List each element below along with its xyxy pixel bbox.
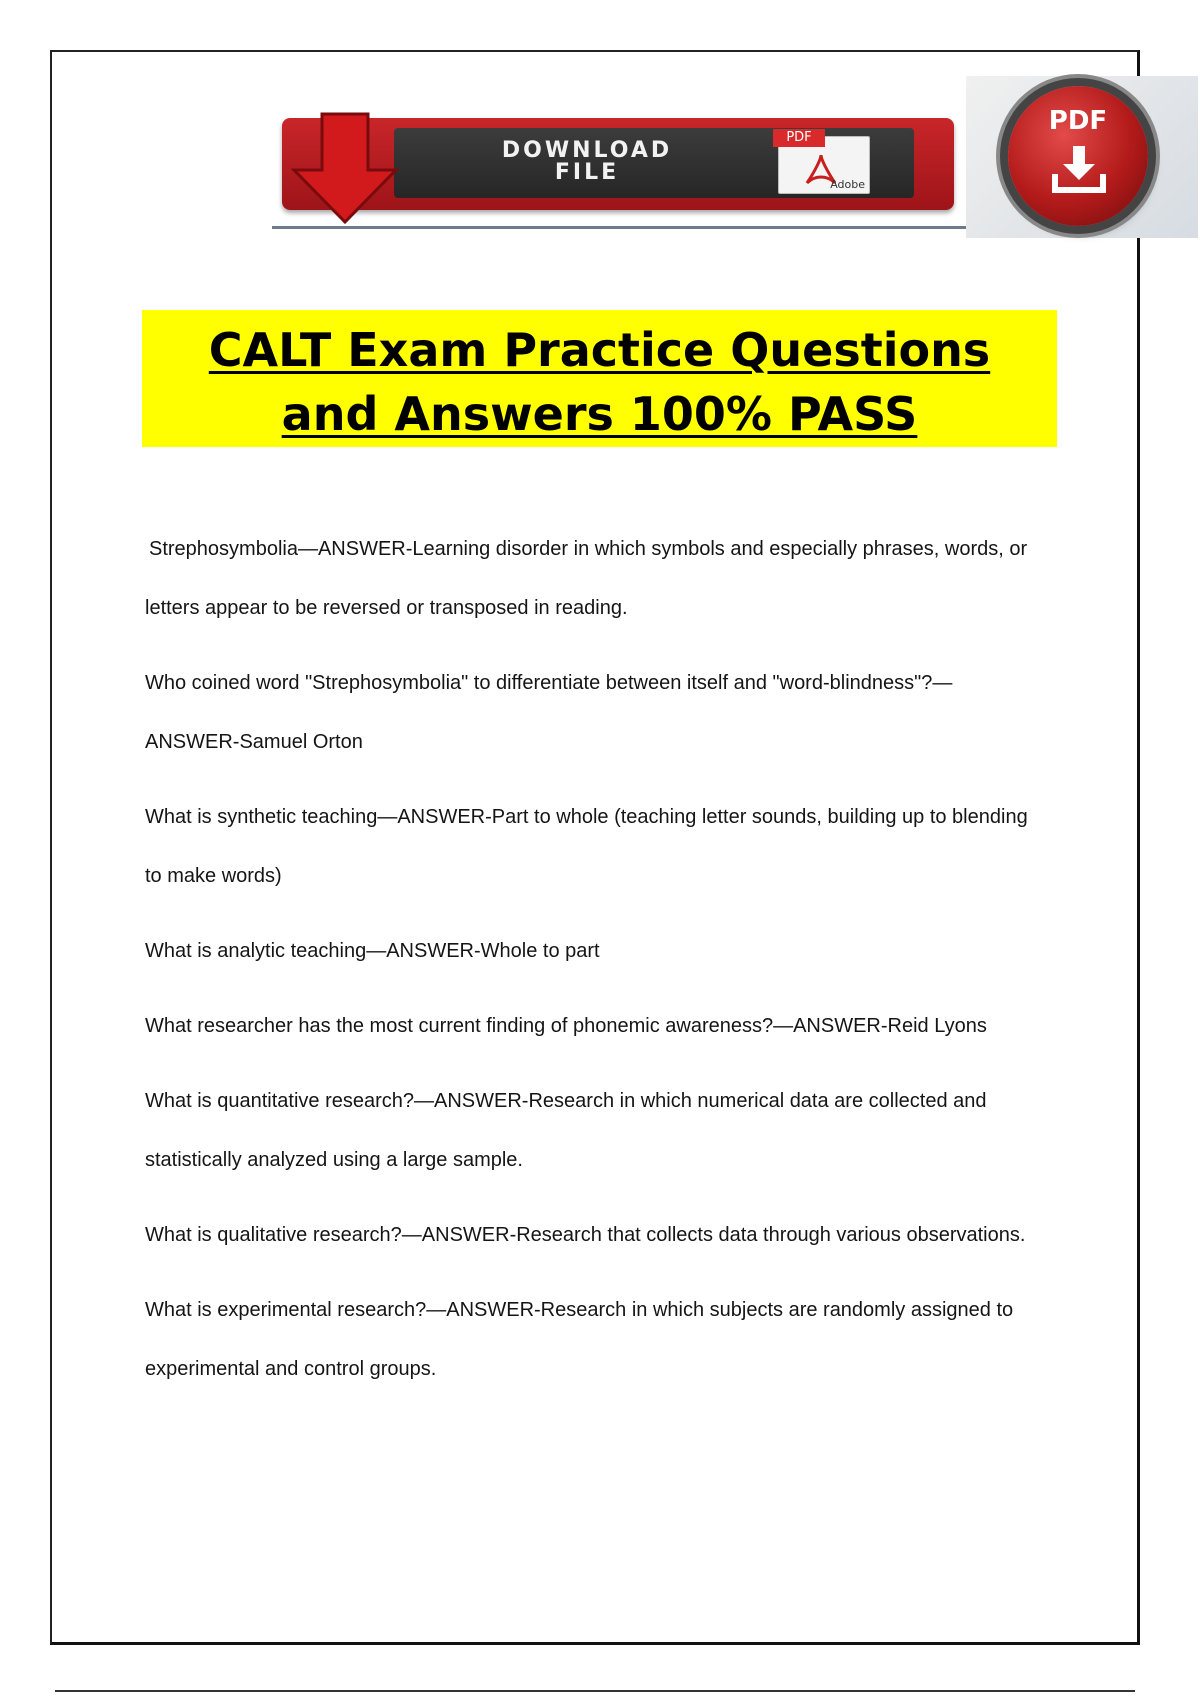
pdf-download-button[interactable] bbox=[966, 76, 1198, 238]
banner-text bbox=[442, 140, 732, 184]
pdf-document-icon bbox=[778, 130, 870, 194]
pdf-document-sublabel: Adobe bbox=[830, 178, 865, 191]
page-title-line1: CALT Exam Practice Questions bbox=[208, 323, 991, 377]
banner-text-line1: DOWNLOAD bbox=[501, 138, 673, 163]
qa-list bbox=[145, 520, 1045, 1415]
qa-item: Strephosymbolia—ANSWER-Learning disorder in which symbols and especially phrases, words, or letters appear to be reversed or transposed in reading. bbox=[145, 538, 1028, 619]
title-highlight-box bbox=[142, 310, 1057, 447]
page-title-line2: and Answers 100% PASS bbox=[281, 387, 918, 441]
qa-item: What is analytic teaching—ANSWER-Whole to part bbox=[145, 940, 600, 962]
qa-item: What is qualitative research?—ANSWER-Research that collects data through various observations. bbox=[145, 1224, 1026, 1246]
qa-item: What researcher has the most current finding of phonemic awareness?—ANSWER-Reid Lyons bbox=[145, 1015, 987, 1037]
banner-underline bbox=[272, 226, 972, 229]
page-title bbox=[142, 318, 1057, 446]
download-tray-icon bbox=[1051, 144, 1107, 194]
qa-item: Who coined word "Strephosymbolia" to differentiate between itself and "word-blindness"?—ANSWER-Samuel Orton bbox=[145, 672, 953, 753]
banner-text-line2: FILE bbox=[554, 160, 620, 185]
pdf-button-label: PDF bbox=[1048, 106, 1108, 136]
qa-item: What is experimental research?—ANSWER-Research in which subjects are randomly assigned to experimental and control groups. bbox=[145, 1299, 1014, 1380]
download-arrow-icon bbox=[290, 112, 400, 224]
qa-item: What is quantitative research?—ANSWER-Research in which numerical data are collected and statistically analyzed using a large sample. bbox=[145, 1090, 987, 1171]
bottom-rule bbox=[55, 1690, 1135, 1692]
qa-item: What is synthetic teaching—ANSWER-Part to whole (teaching letter sounds, building up to blending to make words) bbox=[145, 806, 1028, 887]
pdf-document-tag: PDF bbox=[773, 129, 825, 147]
pdf-circle bbox=[1008, 86, 1148, 226]
